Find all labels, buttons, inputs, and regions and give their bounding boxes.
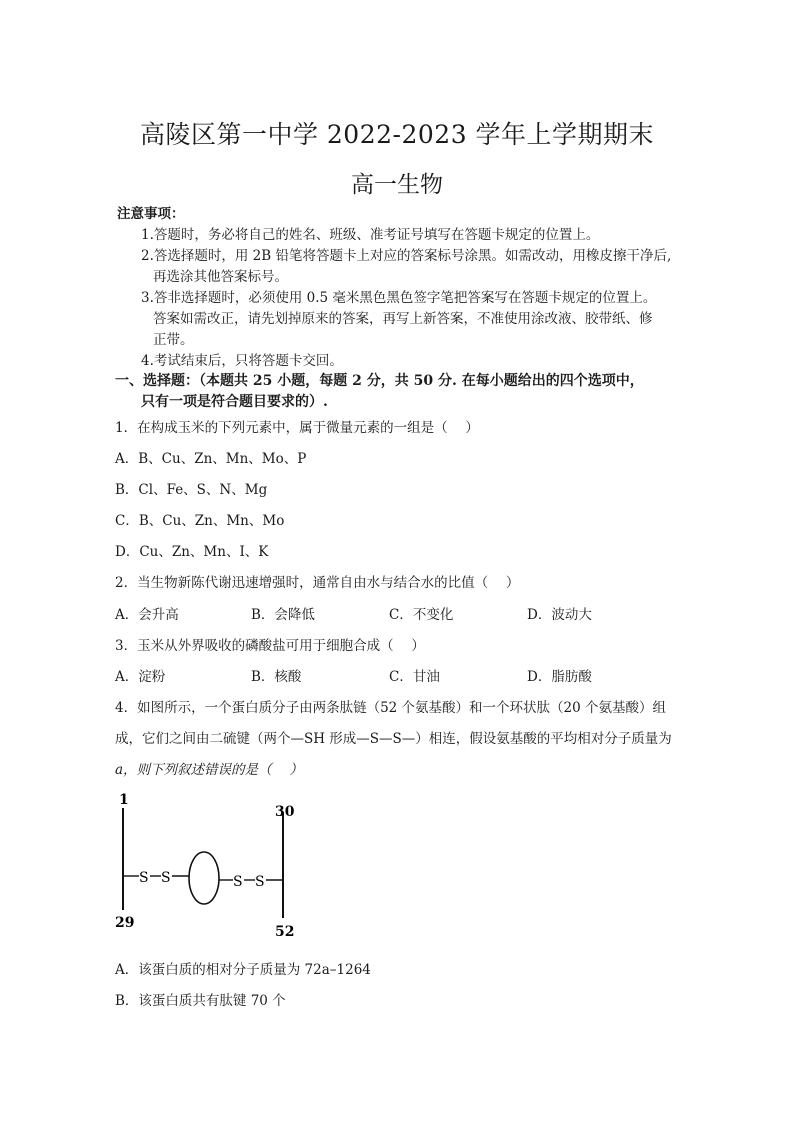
- notice-line: 正带。: [153, 332, 194, 348]
- question-4-stem-cont: a，则下列叙述错误的是（ ）: [115, 762, 303, 778]
- q4-option-b: B．该蛋白质共有肽键 70 个: [115, 993, 286, 1009]
- sulfur-label: S: [233, 874, 243, 890]
- section-heading: 一、选择题：（本题共 25 小题，每题 2 分，共 50 分. 在每小题给出的四个选项中，: [115, 373, 644, 389]
- question-4-stem: 4．如图所示，一个蛋白质分子由两条肽链（52 个氨基酸）和一个环状肽（20 个氨基酸）组: [115, 700, 667, 716]
- q1-option-a: A．B、Cu、Zn、Mn、Mo、P: [115, 451, 307, 467]
- cyclic-peptide: [189, 852, 219, 904]
- q2-option-b: B．会降低: [251, 607, 315, 623]
- q4-option-a: A．该蛋白质的相对分子质量为 72a–1264: [115, 962, 371, 978]
- notice-line: 答案如需改正，请先划掉原来的答案，再写上新答案，不准使用涂改液、胶带纸、修: [153, 311, 653, 327]
- sulfur-label: S: [255, 874, 265, 890]
- q1-option-c: C．B、Cu、Zn、Mn、Mo: [115, 513, 285, 529]
- label-52: 52: [275, 924, 295, 940]
- section-heading-cont: 只有一项是符合题目要求的）.: [141, 394, 328, 410]
- protein-structure-figure: [110, 790, 310, 940]
- notice-line: 2.答选择题时，用 2B 铅笔将答题卡上对应的答案标号涂黑。如需改动，用橡皮擦干净后,: [141, 248, 672, 264]
- question-2-stem: 2．当生物新陈代谢迅速增强时，通常自由水与结合水的比值（ ）: [115, 575, 520, 591]
- notice-line: 4.考试结束后，只将答题卡交回。: [141, 353, 343, 369]
- notice-line: 1.答题时，务必将自己的姓名、班级、准考证号填写在答题卡规定的位置上。: [141, 227, 600, 243]
- q3-option-d: D．脂肪酸: [527, 669, 592, 685]
- exam-subtitle: 高一生物: [351, 172, 443, 198]
- label-1: 1: [119, 792, 129, 808]
- notice-heading: 注意事项：: [117, 206, 185, 222]
- question-4-stem-cont: 成，它们之间由二硫键（两个—SH 形成—S—S—）相连，假设氨基酸的平均相对分子质量为: [115, 731, 672, 747]
- q2-option-c: C．不变化: [389, 607, 454, 623]
- q1-option-d: D．Cu、Zn、Mn、I、K: [115, 544, 269, 560]
- q3-option-a: A．淀粉: [115, 669, 166, 685]
- question-1-stem: 1．在构成玉米的下列元素中，属于微量元素的一组是（ ）: [115, 420, 479, 436]
- q1-option-b: B．Cl、Fe、S、N、Mg: [115, 482, 268, 498]
- question-3-stem: 3．玉米从外界吸收的磷酸盐可用于细胞合成（ ）: [115, 638, 425, 654]
- notice-line: 3.答非选择题时，必须使用 0.5 毫米黑色黑色签字笔把答案写在答题卡规定的位置上。: [141, 290, 657, 306]
- label-30: 30: [275, 804, 295, 820]
- q3-option-c: C．甘油: [389, 669, 440, 685]
- q2-option-a: A．会升高: [115, 607, 179, 623]
- exam-title: 高陵区第一中学 2022-2023 学年上学期期末: [139, 120, 655, 149]
- notice-line: 再选涂其他答案标号。: [153, 269, 288, 285]
- sulfur-label: S: [161, 870, 171, 886]
- q2-option-d: D．波动大: [527, 607, 592, 623]
- q3-option-b: B．核酸: [251, 669, 302, 685]
- sulfur-label: S: [139, 870, 149, 886]
- label-29: 29: [115, 915, 135, 931]
